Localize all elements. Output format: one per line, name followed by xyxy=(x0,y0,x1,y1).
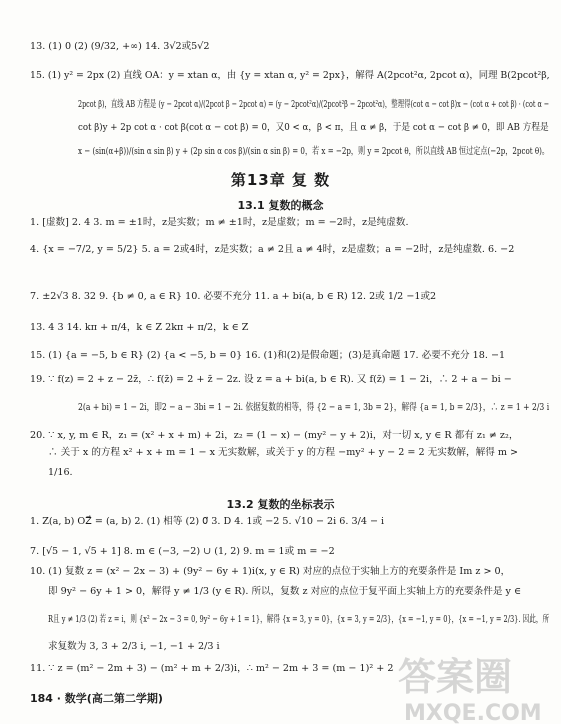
answer-line: 7. [√5 − 1, √5 + 1] 8. m ∈ (−3, −2) ∪ (1, 2) 9. m = 1或 m = −2 xyxy=(30,546,335,557)
answer-line: cot β)y + 2p cot α · cot β(cot α − cot β) = 0，又0 < α，β < π，且 α ≠ β，于是 cot α − cot β ≠ 0，即 AB 方程是 xyxy=(78,122,549,133)
svg-text:MXQE.COM: MXQE.COM xyxy=(404,701,542,724)
answer-line: R且 y ≠ 1/3 (2) 若 z = i，则 {x² − 2x − 3 = 0, 9y² − 6y + 1 = 1}，解得 {x = 3, y = 0}，{x = 3, y = 2/3}，{x = −1, y = 0}，{x = −1, y = 2/3}. 因此，所 xyxy=(48,614,550,625)
answer-line: 7. ±2√3 8. 32 9. {b ≠ 0, a ∈ R} 10. 必要不充分 11. a + bi(a, b ∈ R) 12. 2或 1/2 −1或2 xyxy=(30,291,437,302)
answer-line: 1. Z(a, b) OZ⃗ = (a, b) 2. (1) 相等 (2) 0⃗ 3. D 4. 1或 −2 5. √10 − 2i 6. 3/4 − i xyxy=(30,516,385,527)
answer-line: 求复数为 3, 3 + 2/3 i, −1, −1 + 2/3 i xyxy=(48,641,220,652)
section-title-13-2: 13.2 复数的坐标表示 xyxy=(226,498,335,511)
answer-line: 即 9y² − 6y + 1 > 0，解得 y ≠ 1/3 (y ∈ R). 所以，复数 z 对应的点位于复平面上实轴上方的充要条件是 y ∈ xyxy=(48,586,522,597)
answer-line: 13. 4 3 14. kπ + π/4，k ∈ Z 2kπ + π/2，k ∈ Z xyxy=(30,322,249,333)
chapter-title: 第13章 复 数 xyxy=(230,171,331,189)
answer-line: 15. (1) {a = −5, b ∈ R} (2) {a < −5, b = 0} 16. (1)和(2)是假命题；(3)是真命题 17. 必要不充分 18. −1 xyxy=(30,350,506,361)
answer-line: ∴ 关于 x 的方程 x² + x + m = 1 − x 无实数解，或关于 y 的方程 −my² + y − 2 = 2 无实数解，解得 m > xyxy=(48,447,519,458)
answer-line: x − (sin(α+β))/(sin α sin β) y + (2p sin α cos β)/(sin α sin β) = 0，若 x = −2p，则 y = 2pcot θ，所以直线 AB 恒过定点(−2p，2pcot θ)。 xyxy=(78,146,550,157)
answer-line: 20. ∵ x, y, m ∈ R，z₁ = (x² + x + m) + 2i，z₂ = (1 − x) − (my² − y + 2)i，对一切 x, y ∈ R 都有 z₁ ≠ z₂， xyxy=(30,430,519,441)
answer-line: 13. (1) 0 (2) (9/32, +∞) 14. 3√2或5√2 xyxy=(30,41,210,52)
answer-line: 15. (1) y² = 2px (2) 直线 OA：y = xtan α，由 {y = xtan α, y² = 2px}，解得 A(2pcot²α, 2pcot α)，同理 B(2pcot²β, xyxy=(30,70,550,81)
section-title-13-1: 13.1 复数的概念 xyxy=(237,199,324,212)
answer-line: 2(a + bi) = 1 − 2i，即2 − a − 3bi = 1 − 2i. 依据复数的相等，得 {2 − a = 1, 3b = 2}，解得 {a = 1, b = 2/3}，∴ z = 1 + 2/3 i xyxy=(78,402,550,413)
watermark-logo xyxy=(392,648,561,724)
answer-line: 10. (1) 复数 z = (x² − 2x − 3) + (9y² − 6y + 1)i(x, y ∈ R) 对应的点位于实轴上方的充要条件是 Im z > 0， xyxy=(30,566,511,577)
answer-line: 19. ∵ f(z) = 2 + z − 2z̄，∴ f(z̄) = 2 + z̄ − 2z. 设 z = a + bi(a, b ∈ R). 又 f(z̄) = 1 − 2i，∴ 2 + a − bi − xyxy=(30,374,512,385)
answer-line: 1/16. xyxy=(48,467,73,478)
svg-text:答案圈: 答案圈 xyxy=(398,655,513,699)
answer-line: 4. {x = −7/2, y = 5/2} 5. a = 2或4时，z是实数；a ≠ 2且 a ≠ 4时，z是虚数；a = −2时，z是纯虚数. 6. −2 xyxy=(30,244,515,255)
page-footer: 184 · 数学(高二第二学期) xyxy=(30,692,163,705)
answer-line: 2pcot β)，直线 AB 方程是 (y − 2pcot α)/(2pcot β − 2pcot α) = (y − 2pcot²α)/(2pcot²β − 2pcot²α)，整理得(cot α − cot β)x − (cot α + cot β) · (cot α − xyxy=(78,99,550,110)
answer-line: 1. [虚数] 2. 4 3. m = ±1时，z是实数；m ≠ ±1时，z是虚数；m = −2时，z是纯虚数. xyxy=(30,217,409,228)
answer-line: 11. ∵ z = (m² − 2m + 3) − (m² + m + 2/3)i，∴ m² − 2m + 3 = (m − 1)² + 2 xyxy=(30,663,394,674)
